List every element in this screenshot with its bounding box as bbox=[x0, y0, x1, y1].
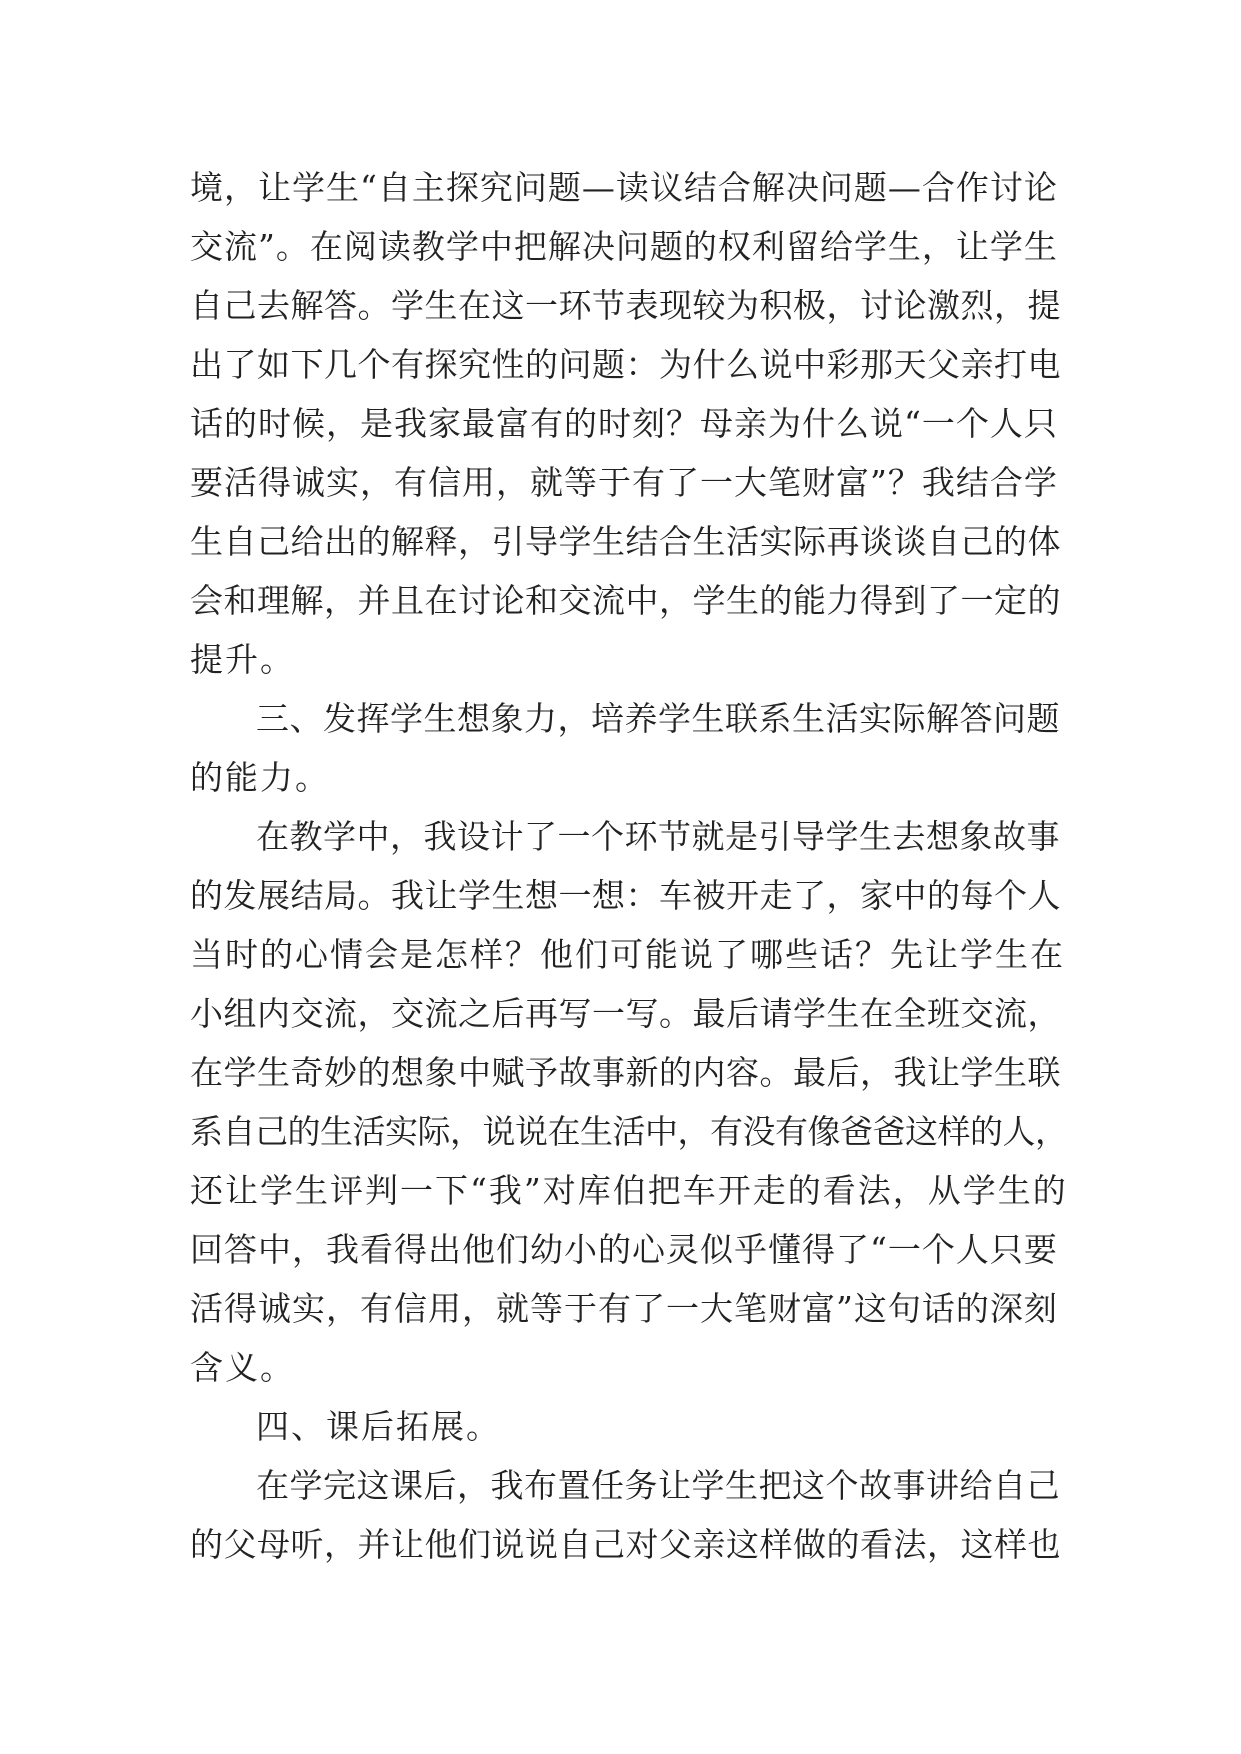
text-line: 会和理解，并且在讨论和交流中，学生的能力得到了一定的 bbox=[190, 581, 1061, 620]
text-line: 系自己的生活实际，说说在生活中，有没有像爸爸这样的人， bbox=[190, 1112, 1068, 1151]
text-line: 出了如下几个有探究性的问题：为什么说中彩那天父亲打电 bbox=[190, 345, 1061, 384]
text-line: 交流”。在阅读教学中把解决问题的权利留给学生，让学生 bbox=[190, 227, 1058, 266]
text-line: 的能力。 bbox=[190, 758, 330, 797]
text-line: 含义。 bbox=[190, 1348, 295, 1387]
text-line: 当时的心情会是怎样？他们可能说了哪些话？先让学生在 bbox=[190, 935, 1065, 974]
text-line: 还让学生评判一下“我”对库伯把车开走的看法，从学生的 bbox=[190, 1171, 1068, 1210]
text-line: 三、发挥学生想象力，培养学生联系生活实际解答问题 bbox=[256, 699, 1060, 738]
text-line: 的发展结局。我让学生想一想：车被开走了，家中的每个人 bbox=[190, 876, 1061, 915]
text-line: 小组内交流，交流之后再写一写。最后请学生在全班交流， bbox=[190, 994, 1061, 1033]
text-line: 境，让学生“自主探究问题—读议结合解决问题—合作讨论 bbox=[190, 168, 1058, 207]
document-body bbox=[190, 158, 1070, 1574]
text-line: 生自己给出的解释，引导学生结合生活实际再谈谈自己的体 bbox=[190, 522, 1061, 561]
text-line: 在教学中，我设计了一个环节就是引导学生去想象故事 bbox=[256, 817, 1060, 856]
text-line: 在学生奇妙的想象中赋予故事新的内容。最后，我让学生联 bbox=[190, 1053, 1061, 1092]
text-line: 在学完这课后，我布置任务让学生把这个故事讲给自己 bbox=[256, 1466, 1060, 1505]
text-line: 话的时候，是我家最富有的时刻？母亲为什么说“一个人只 bbox=[190, 404, 1058, 443]
text-line: 四、课后拓展。 bbox=[256, 1407, 501, 1446]
text-line: 提升。 bbox=[190, 640, 295, 679]
text-line: 要活得诚实，有信用，就等于有了一大笔财富”？我结合学 bbox=[190, 463, 1058, 502]
text-line: 活得诚实，有信用，就等于有了一大笔财富”这句话的深刻 bbox=[190, 1289, 1058, 1328]
text-line: 的父母听，并让他们说说自己对父亲这样做的看法，这样也 bbox=[190, 1525, 1061, 1564]
text-line: 自己去解答。学生在这一环节表现较为积极，讨论激烈，提 bbox=[190, 286, 1061, 325]
text-line: 回答中，我看得出他们幼小的心灵似乎懂得了“一个人只要 bbox=[190, 1230, 1058, 1269]
